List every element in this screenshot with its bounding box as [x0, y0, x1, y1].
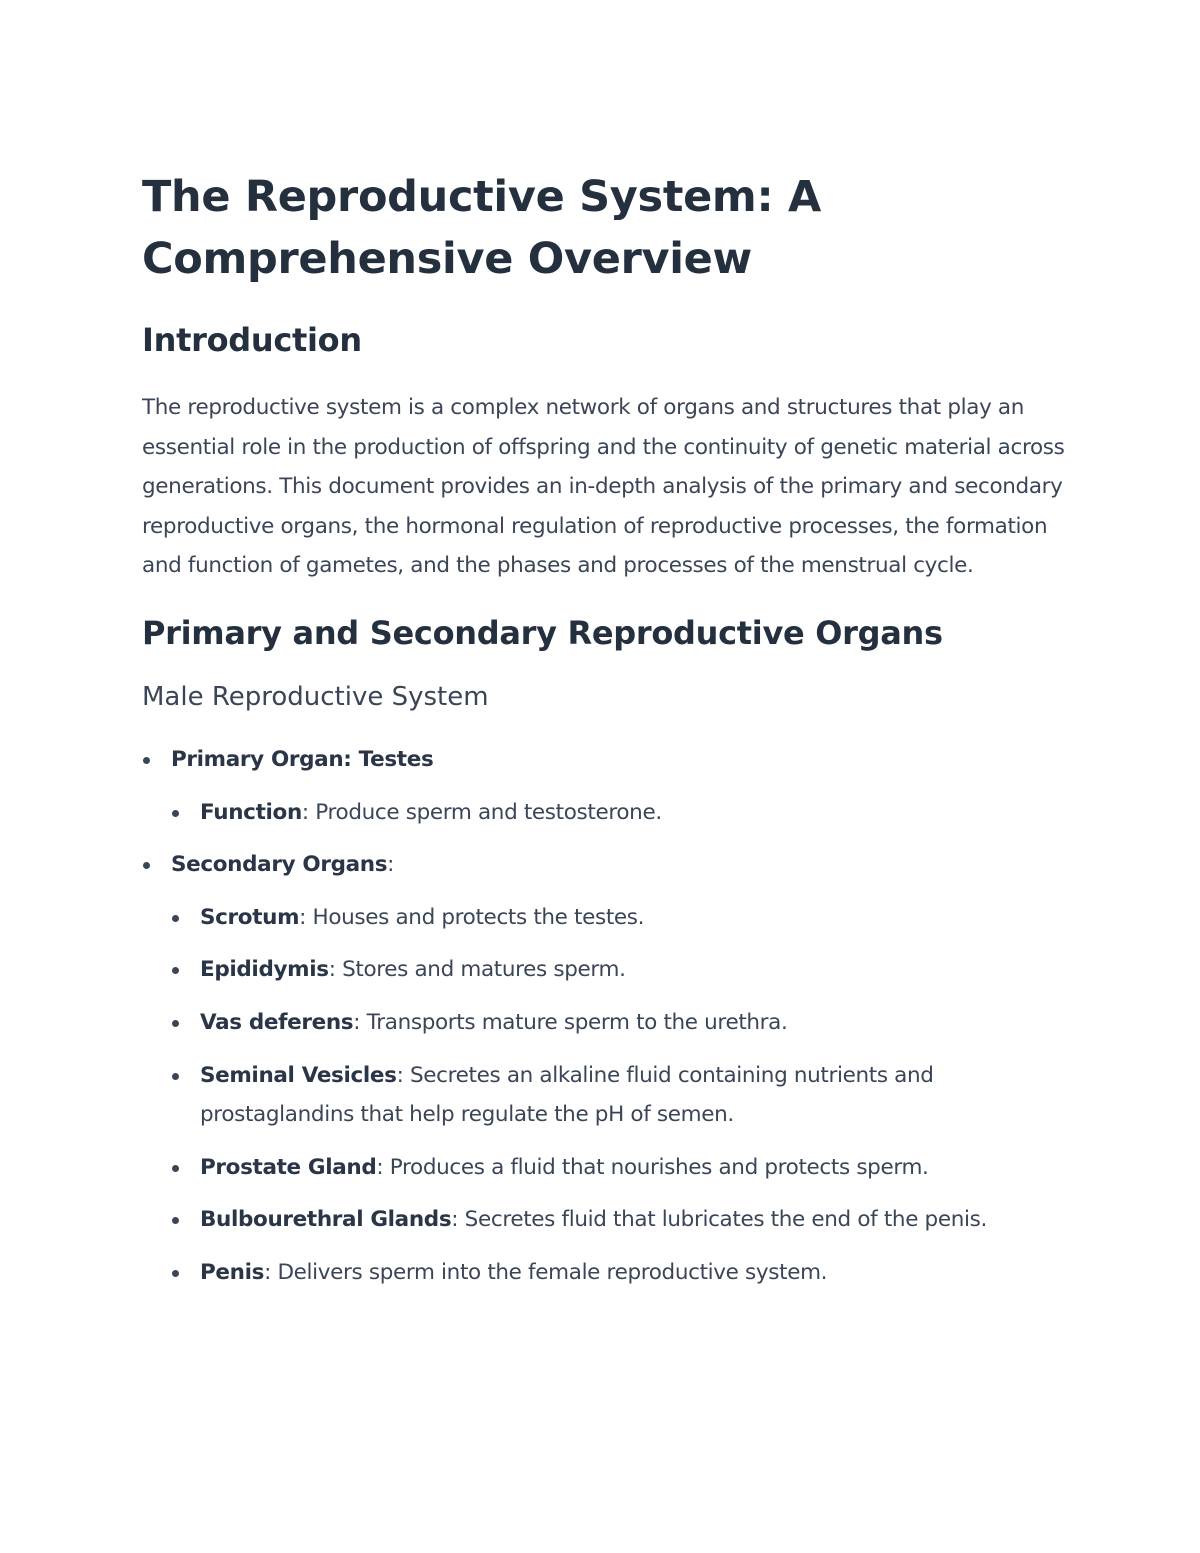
item-term: Scrotum [200, 904, 300, 930]
item-term: Penis [200, 1259, 265, 1285]
bullet-icon [143, 862, 150, 869]
secondary-organs-label: Secondary Organs [171, 852, 388, 878]
item-term: Vas deferens [200, 1009, 354, 1035]
introduction-heading: Introduction [142, 321, 362, 359]
list-item [171, 1148, 1072, 1188]
item-term: Seminal Vesicles [200, 1062, 397, 1088]
male-organ-list [142, 740, 1072, 1293]
bullet-icon [172, 810, 179, 817]
document-page [142, 166, 1072, 1293]
list-item [171, 1200, 1072, 1240]
bullet-icon [172, 1270, 179, 1277]
list-item-secondary-organs [142, 845, 1072, 1292]
primary-organ-label: Primary Organ: Testes [171, 746, 434, 772]
item-description: : Secretes fluid that lubricates the end of the penis. [451, 1207, 987, 1233]
secondary-organs-sublist [171, 898, 1072, 1293]
secondary-organs-suffix: : [387, 852, 395, 878]
organs-section-heading: Primary and Secondary Reproductive Organs [142, 613, 943, 652]
list-item [171, 793, 1072, 833]
bullet-icon [172, 1073, 179, 1080]
list-item-primary-organ [142, 740, 1072, 832]
list-item [171, 950, 1072, 990]
item-term: Epididymis [200, 957, 329, 983]
bullet-icon [143, 757, 150, 764]
item-term: Prostate Gland [200, 1154, 377, 1180]
bullet-icon [172, 1020, 179, 1027]
bullet-icon [172, 915, 179, 922]
bullet-icon [172, 1165, 179, 1172]
list-item [171, 1003, 1072, 1043]
list-item [171, 1056, 1072, 1135]
introduction-paragraph: The reproductive system is a complex network of organs and structures that play an essential role in the production of offspring and the continuity of genetic material across generations. This document provides an in-depth analysis of the primary and secondary reproductive organs, the hormonal regulation of reproductive processes, the formation and function of gametes, and the phases and processes of the menstrual cycle. [142, 395, 1065, 579]
item-description: : Produce sperm and testosterone. [301, 799, 662, 825]
document-title: The Reproductive System: A Comprehensive Overview [142, 172, 821, 284]
item-term: Bulbourethral Glands [200, 1207, 452, 1233]
item-description: : Transports mature sperm to the urethra. [353, 1009, 788, 1035]
list-item [171, 1253, 1072, 1293]
bullet-icon [172, 967, 179, 974]
item-description: : Stores and matures sperm. [328, 957, 626, 983]
male-system-heading: Male Reproductive System [142, 681, 489, 712]
item-description: : Produces a fluid that nourishes and protects sperm. [376, 1154, 929, 1180]
list-item [171, 898, 1072, 938]
item-term: Function [200, 799, 302, 825]
item-description: : Secretes an alkaline fluid containing nutrients and prostaglandins that help regulate the pH of semen. [200, 1062, 934, 1128]
primary-organ-sublist [171, 793, 1072, 833]
item-description: : Houses and protects the testes. [299, 904, 645, 930]
item-description: : Delivers sperm into the female reproductive system. [264, 1259, 828, 1285]
bullet-icon [172, 1217, 179, 1224]
